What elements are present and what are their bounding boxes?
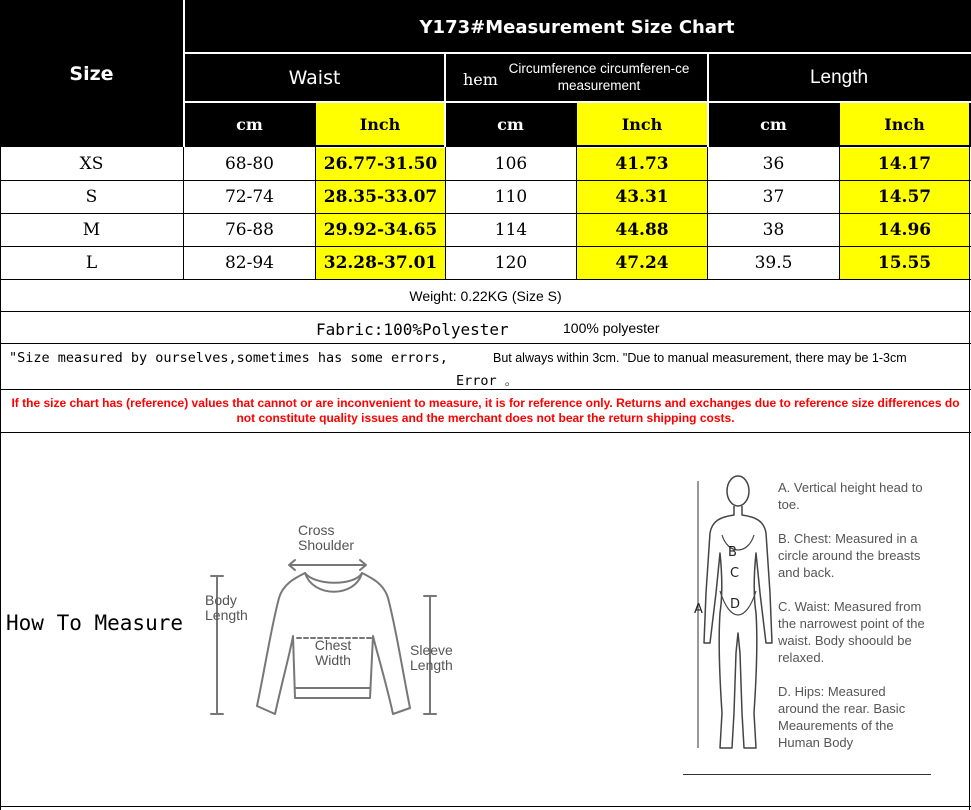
fabric-text-a: Fabric:100%Polyester [316, 320, 509, 339]
label-sleeve-length: Sleeve Length [410, 642, 453, 673]
hem-prefix: hem [463, 70, 498, 89]
unit-len-cm: cm [709, 103, 838, 145]
weight-row [0, 280, 971, 311]
waist-inch-cell: 26.77-31.50 [316, 148, 445, 180]
note-text-c: Error 。 [456, 373, 519, 389]
len-inch-cell: 15.55 [840, 247, 969, 279]
table-row [0, 246, 971, 279]
how-to-section [0, 433, 971, 810]
note-row [0, 344, 971, 389]
size-cell: M [82, 219, 101, 240]
unit-hem-inch: Inch [577, 103, 707, 145]
unit-len-inch: Inch [840, 103, 969, 145]
warning-text: If the size chart has (reference) values that cannot or are inconvenient to measure, it is for reference only. Returns and exchanges due to reference size differences do not constitute quality issues and the merchant does not bear the return shipping costs. [11, 396, 960, 425]
label-cross-shoulder: Cross Shoulder [298, 522, 355, 553]
hem-inch-cell: 41.73 [577, 148, 707, 180]
table-body [0, 147, 971, 279]
hem-inch-cell: 47.24 [577, 247, 707, 279]
body-note-a: A. Vertical height head to toe. [778, 480, 923, 512]
len-inch-cell: 14.57 [840, 181, 969, 213]
len-inch-cell: 14.17 [840, 148, 969, 180]
waist-inch-cell: 28.35-33.07 [316, 181, 445, 213]
len-cm-cell: 39.5 [754, 252, 793, 273]
len-cm-cell: 37 [762, 186, 785, 207]
note-text-b: But always within 3cm. "Due to manual measurement, there may be 1-3cm [493, 351, 907, 365]
fabric-text-b: 100% polyester [563, 320, 660, 336]
table-row [0, 213, 971, 246]
body-note-b: B. Chest: Measured in a circle around the breasts and back. [778, 531, 921, 580]
weight-text: Weight: 0.22KG (Size S) [409, 287, 562, 304]
chart-title: Y173#Measurement Size Chart [185, 2, 969, 52]
waist-header: Waist [185, 54, 444, 101]
body-letter-b: B [728, 545, 737, 560]
len-cm-cell: 38 [762, 219, 785, 240]
note-text-a: "Size measured by ourselves,sometimes has some errors, [9, 350, 448, 366]
table-row [0, 180, 971, 213]
unit-hem-cm: cm [446, 103, 575, 145]
how-to-title: How To Measure [6, 611, 184, 635]
size-cell: S [85, 186, 98, 207]
body-note-d: D. Hips: Measured around the rear. Basic Meaurements of the Human Body [778, 684, 906, 750]
len-inch-cell: 14.96 [840, 214, 969, 246]
hem-label: Circumference circumferen-ce measurement [508, 61, 690, 93]
size-header: Size [0, 0, 183, 147]
label-body-length: Body Length [205, 592, 248, 623]
length-header: Length [709, 54, 969, 101]
body-notes [778, 479, 928, 751]
hem-inch-cell: 43.31 [577, 181, 707, 213]
len-cm-cell: 36 [762, 153, 785, 174]
hem-cm-cell: 106 [494, 153, 528, 174]
hem-cm-cell: 114 [494, 219, 528, 240]
body-letter-d: D [730, 597, 741, 612]
waist-cm-cell: 72-74 [224, 186, 274, 207]
hem-cm-cell: 110 [494, 186, 528, 207]
waist-cm-cell: 76-88 [224, 219, 274, 240]
unit-waist-cm: cm [185, 103, 314, 145]
body-letter-c: C [730, 566, 740, 581]
waist-inch-cell: 29.92-34.65 [316, 214, 445, 246]
fabric-row [0, 312, 971, 343]
size-cell: XS [79, 153, 104, 174]
waist-cm-cell: 82-94 [224, 252, 274, 273]
waist-inch-cell: 32.28-37.01 [316, 247, 445, 279]
hem-cm-cell: 120 [494, 252, 528, 273]
body-figure [690, 473, 780, 758]
label-chest-width: Chest Width [314, 637, 352, 668]
table-row [0, 147, 971, 180]
body-letter-a: A [694, 602, 703, 617]
hem-header [446, 54, 707, 101]
unit-waist-inch: Inch [316, 103, 444, 145]
size-cell: L [85, 252, 98, 273]
warning-row [0, 390, 971, 432]
waist-cm-cell: 68-80 [224, 153, 274, 174]
body-note-c: C. Waist: Measured from the narrowest point of the waist. Body shoould be relaxed. [778, 599, 925, 665]
hem-inch-cell: 44.88 [577, 214, 707, 246]
